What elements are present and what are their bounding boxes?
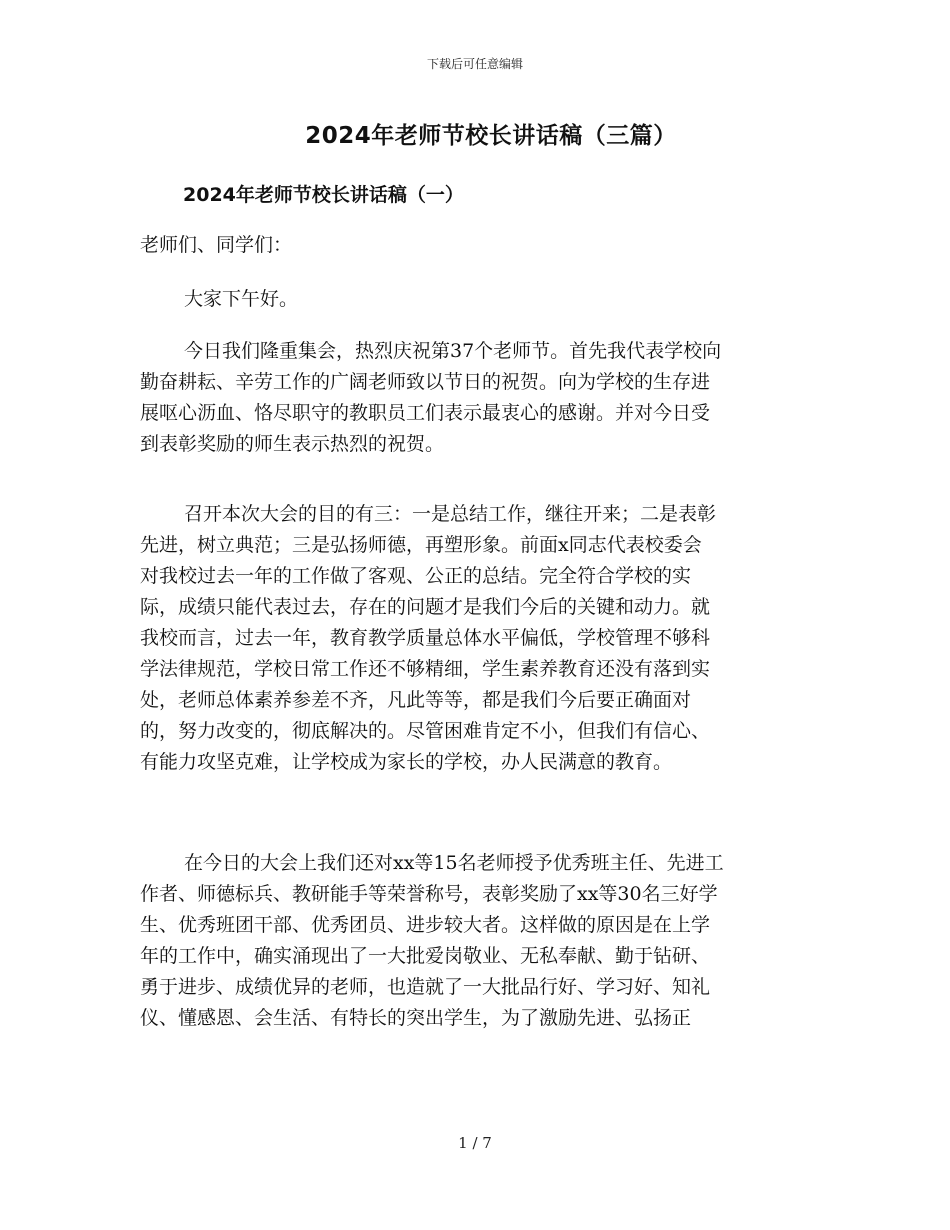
paragraph-line: 老师们、同学们： bbox=[140, 234, 293, 256]
document-title: 2024年老师节校长讲话稿（三篇） bbox=[305, 123, 677, 149]
page-number: 1 / 7 bbox=[458, 1134, 492, 1152]
paragraph-line: 展呕心沥血、恪尽职守的教职员工们表示最衷心的感谢。并对今日受 bbox=[140, 402, 711, 424]
paragraph-line: 勤奋耕耘、辛劳工作的广阔老师致以节日的祝贺。向为学校的生存进 bbox=[140, 371, 711, 393]
paragraph-line: 召开本次大会的目的有三：一是总结工作，继往开来；二是表彰 bbox=[184, 503, 717, 525]
paragraph-line: 年的工作中，确实涌现出了一大批爱岗敬业、无私奉献、勤于钻研、 bbox=[140, 945, 711, 967]
paragraph-greeting bbox=[140, 284, 812, 315]
paragraph-line: 有能力攻坚克难，让学校成为家长的学校，办人民满意的教育。 bbox=[140, 751, 673, 773]
paragraph-line: 勇于进步、成绩优异的老师，也造就了一大批品行好、学习好、知礼 bbox=[140, 976, 711, 998]
paragraph-line: 仪、懂感恩、会生活、有特长的突出学生，为了激励先进、弘扬正 bbox=[140, 1007, 692, 1029]
paragraph-line: 在今日的大会上我们还对xx等15名老师授予优秀班主任、先进工 bbox=[184, 852, 724, 874]
paragraph-line: 作者、师德标兵、教研能手等荣誉称号，表彰奖励了xx等30名三好学 bbox=[140, 883, 718, 905]
paragraph-purpose bbox=[140, 499, 812, 778]
paragraph-line: 大家下午好。 bbox=[184, 288, 299, 310]
header-note: 下载后可任意编辑 bbox=[426, 57, 523, 71]
paragraph-line: 学法律规范，学校日常工作还不够精细，学生素养教育还没有落到实 bbox=[140, 658, 711, 680]
paragraph-line: 我校而言，过去一年，教育教学质量总体水平偏低，学校管理不够科 bbox=[140, 627, 711, 649]
paragraph-line: 处，老师总体素养参差不齐，凡此等等，都是我们今后要正确面对 bbox=[140, 689, 692, 711]
paragraph-awards bbox=[140, 848, 812, 1034]
paragraph-line: 生、优秀班团干部、优秀团员、进步较大者。这样做的原因是在上学 bbox=[140, 914, 711, 936]
paragraph-line: 的，努力改变的，彻底解决的。尽管困难肯定不小，但我们有信心、 bbox=[140, 720, 711, 742]
paragraph-line: 到表彰奖励的师生表示热烈的祝贺。 bbox=[140, 433, 445, 455]
paragraph-line: 对我校过去一年的工作做了客观、公正的总结。完全符合学校的实 bbox=[140, 565, 692, 587]
paragraph-salutation bbox=[140, 230, 812, 261]
section-heading: 2024年老师节校长讲话稿（一） bbox=[183, 184, 464, 206]
paragraph-celebration bbox=[140, 336, 812, 460]
paragraph-line: 今日我们隆重集会，热烈庆祝第37个老师节。首先我代表学校向 bbox=[184, 340, 722, 362]
paragraph-line: 先进，树立典范；三是弘扬师德，再塑形象。前面x同志代表校委会 bbox=[140, 534, 702, 556]
paragraph-line: 际，成绩只能代表过去，存在的问题才是我们今后的关键和动力。就 bbox=[140, 596, 711, 618]
